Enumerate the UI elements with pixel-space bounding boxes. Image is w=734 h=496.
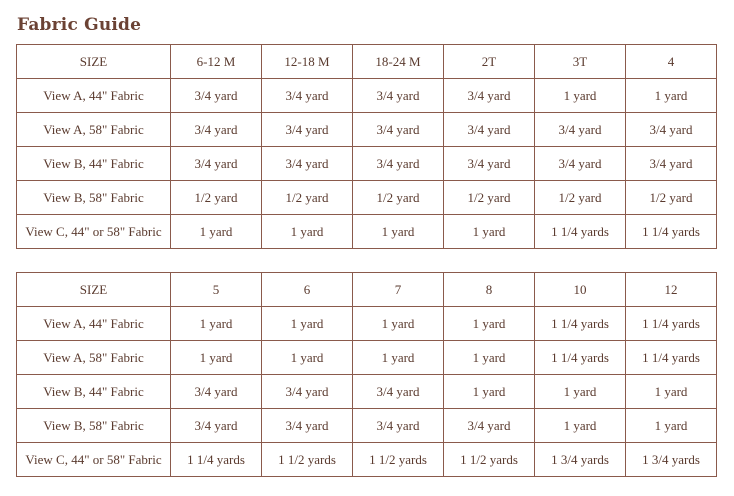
header-cell: 12-18 M [262, 45, 353, 79]
table-cell: 1 1/4 yards [535, 215, 626, 249]
header-cell: SIZE [17, 273, 171, 307]
table-cell: 1 yard [262, 215, 353, 249]
row-label: View C, 44" or 58" Fabric [17, 215, 171, 249]
table-cell: 1 1/4 yards [171, 443, 262, 477]
table-row [17, 113, 717, 147]
table-cell: 1 yard [444, 375, 535, 409]
table-row [17, 79, 717, 113]
table-cell: 3/4 yard [444, 79, 535, 113]
table-cell: 1/2 yard [353, 181, 444, 215]
table-row [17, 409, 717, 443]
table-cell: 1 1/4 yards [535, 307, 626, 341]
header-cell: 4 [626, 45, 717, 79]
table-cell: 3/4 yard [353, 147, 444, 181]
table-cell: 1 yard [171, 341, 262, 375]
page-title: Fabric Guide [17, 15, 142, 35]
row-label: View B, 44" Fabric [17, 147, 171, 181]
table-cell: 1 1/2 yards [262, 443, 353, 477]
header-cell: 7 [353, 273, 444, 307]
header-cell: 10 [535, 273, 626, 307]
table-cell: 1 yard [171, 215, 262, 249]
row-label: View A, 58" Fabric [17, 113, 171, 147]
table-cell: 1 3/4 yards [626, 443, 717, 477]
table-cell: 1/2 yard [535, 181, 626, 215]
table-row [17, 147, 717, 181]
table-cell: 1 yard [262, 307, 353, 341]
table-cell: 3/4 yard [626, 147, 717, 181]
row-label: View B, 58" Fabric [17, 409, 171, 443]
table-cell: 3/4 yard [535, 113, 626, 147]
table-cell: 1 yard [444, 215, 535, 249]
table-cell: 1 yard [626, 79, 717, 113]
table-row [17, 375, 717, 409]
table-row [17, 181, 717, 215]
table-cell: 3/4 yard [353, 409, 444, 443]
table-cell: 3/4 yard [353, 375, 444, 409]
table-cell: 3/4 yard [171, 147, 262, 181]
row-label: View A, 44" Fabric [17, 307, 171, 341]
table-cell: 3/4 yard [171, 409, 262, 443]
header-cell: 8 [444, 273, 535, 307]
row-label: View B, 58" Fabric [17, 181, 171, 215]
table-cell: 1 yard [444, 307, 535, 341]
header-cell: SIZE [17, 45, 171, 79]
table-row [17, 443, 717, 477]
table-cell: 3/4 yard [535, 147, 626, 181]
table-cell: 3/4 yard [626, 113, 717, 147]
table-cell: 1 yard [626, 375, 717, 409]
header-cell: 3T [535, 45, 626, 79]
table-cell: 1 yard [262, 341, 353, 375]
table-cell: 3/4 yard [171, 375, 262, 409]
table-cell: 1 yard [444, 341, 535, 375]
table-cell: 1 yard [535, 79, 626, 113]
table-cell: 1 yard [353, 341, 444, 375]
table-cell: 1 1/4 yards [535, 341, 626, 375]
table-cell: 1 1/4 yards [626, 341, 717, 375]
table-cell: 3/4 yard [444, 147, 535, 181]
table-cell: 3/4 yard [262, 375, 353, 409]
table-cell: 1 yard [171, 307, 262, 341]
table-cell: 1 yard [353, 215, 444, 249]
header-cell: 2T [444, 45, 535, 79]
table-cell: 3/4 yard [444, 113, 535, 147]
table-row [17, 341, 717, 375]
table-cell: 1/2 yard [626, 181, 717, 215]
header-cell: 18-24 M [353, 45, 444, 79]
table-cell: 3/4 yard [444, 409, 535, 443]
table-cell: 1 yard [353, 307, 444, 341]
row-label: View A, 44" Fabric [17, 79, 171, 113]
table-cell: 3/4 yard [262, 113, 353, 147]
row-label: View C, 44" or 58" Fabric [17, 443, 171, 477]
table-cell: 1/2 yard [444, 181, 535, 215]
header-cell: 5 [171, 273, 262, 307]
header-cell: 6-12 M [171, 45, 262, 79]
table-cell: 1 3/4 yards [535, 443, 626, 477]
row-label: View A, 58" Fabric [17, 341, 171, 375]
table-cell: 1/2 yard [171, 181, 262, 215]
table-header-row [17, 45, 717, 79]
header-cell: 6 [262, 273, 353, 307]
table-cell: 3/4 yard [171, 113, 262, 147]
table-cell: 3/4 yard [262, 147, 353, 181]
table-cell: 3/4 yard [353, 113, 444, 147]
header-cell: 12 [626, 273, 717, 307]
table-cell: 3/4 yard [262, 409, 353, 443]
table-cell: 1 yard [535, 409, 626, 443]
table-cell: 1 1/2 yards [444, 443, 535, 477]
table-cell: 1 yard [626, 409, 717, 443]
fabric-table-1 [16, 44, 717, 249]
table-cell: 1 1/2 yards [353, 443, 444, 477]
table-cell: 1 yard [535, 375, 626, 409]
table-row [17, 215, 717, 249]
table-cell: 1 1/4 yards [626, 307, 717, 341]
table-cell: 1/2 yard [262, 181, 353, 215]
table-header-row [17, 273, 717, 307]
row-label: View B, 44" Fabric [17, 375, 171, 409]
table-cell: 1 1/4 yards [626, 215, 717, 249]
table-cell: 3/4 yard [353, 79, 444, 113]
table-cell: 3/4 yard [171, 79, 262, 113]
table-row [17, 307, 717, 341]
table-cell: 3/4 yard [262, 79, 353, 113]
fabric-table-2 [16, 272, 717, 477]
